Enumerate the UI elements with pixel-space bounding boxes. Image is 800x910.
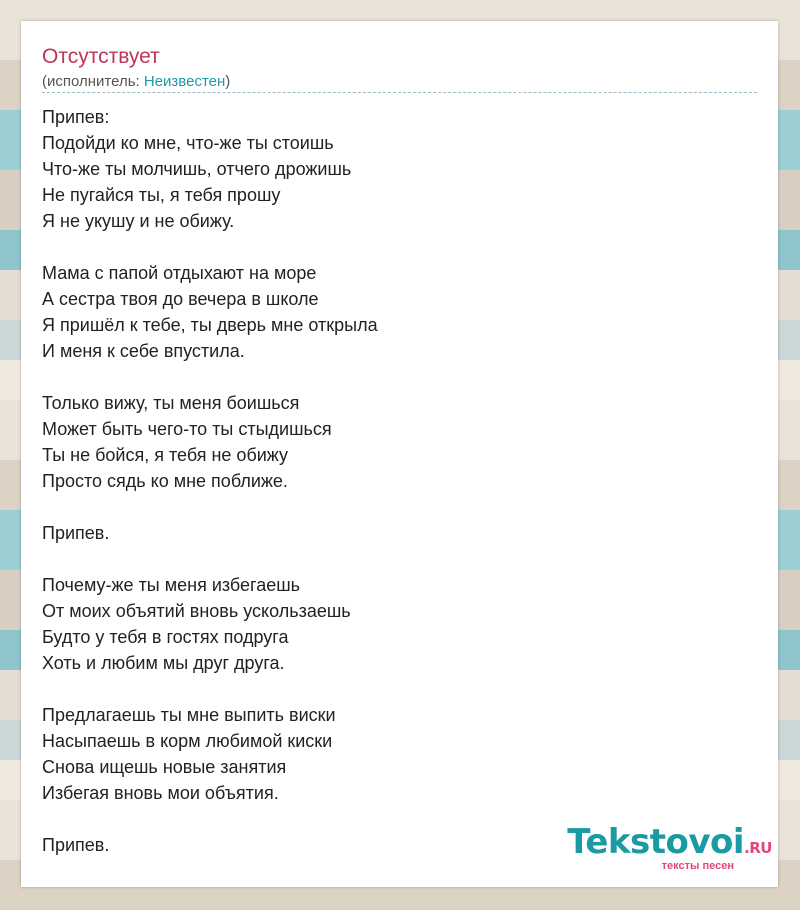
lyric-line: Я пришёл к тебе, ты дверь мне открыла [42, 315, 378, 335]
lyric-blank-line [42, 806, 378, 832]
lyric-line: Снова ищешь новые занятия [42, 757, 287, 777]
lyric-line: Припев. [42, 835, 110, 855]
dashed-divider [42, 92, 757, 93]
lyric-blank-line [42, 494, 378, 520]
lyric-blank-line [42, 364, 378, 390]
song-title: Отсутствует [42, 45, 160, 68]
logo-subtitle: тексты песен [661, 860, 734, 872]
lyric-line: Припев: [42, 107, 110, 127]
lyric-line: Избегая вновь мои объятия. [42, 783, 279, 803]
lyric-line: Будто у тебя в гостях подруга [42, 627, 289, 647]
logo-main-text: Tekstovoi [567, 822, 745, 862]
logo-domain: .RU [744, 839, 772, 857]
lyric-line: Припев. [42, 523, 110, 543]
lyric-line: И меня к себе впустила. [42, 341, 245, 361]
lyric-line: Может быть чего-то ты стыдишься [42, 419, 332, 439]
lyric-line: Что-же ты молчишь, отчего дрожишь [42, 159, 352, 179]
lyric-blank-line [42, 676, 378, 702]
lyric-line: А сестра твоя до вечера в школе [42, 289, 319, 309]
lyric-line: Хоть и любим мы друг друга. [42, 653, 285, 673]
lyric-line: От моих объятий вновь ускользаешь [42, 601, 351, 621]
lyric-line: Только вижу, ты меня боишься [42, 393, 300, 413]
lyric-line: Предлагаешь ты мне выпить виски [42, 705, 336, 725]
lyric-line: Мама с папой отдыхают на море [42, 263, 317, 283]
lyric-line: Подойди ко мне, что-же ты стоишь [42, 133, 334, 153]
lyric-line: Я не укушу и не обижу. [42, 211, 235, 231]
artist-line [42, 73, 230, 90]
lyric-line: Не пугайся ты, я тебя прошу [42, 185, 281, 205]
lyrics-card [21, 21, 778, 887]
lyric-line: Ты не бойся, я тебя не обижу [42, 445, 289, 465]
lyric-line: Почему-же ты меня избегаешь [42, 575, 301, 595]
lyrics-text [42, 104, 378, 858]
artist-suffix: ) [225, 73, 231, 90]
lyric-blank-line [42, 234, 378, 260]
lyric-line: Просто сядь ко мне поближе. [42, 471, 288, 491]
site-logo[interactable] [567, 824, 772, 872]
lyric-blank-line [42, 546, 378, 572]
lyric-line: Насыпаешь в корм любимой киски [42, 731, 333, 751]
artist-prefix: (исполнитель: [42, 73, 144, 90]
artist-link[interactable]: Неизвестен [143, 73, 226, 90]
